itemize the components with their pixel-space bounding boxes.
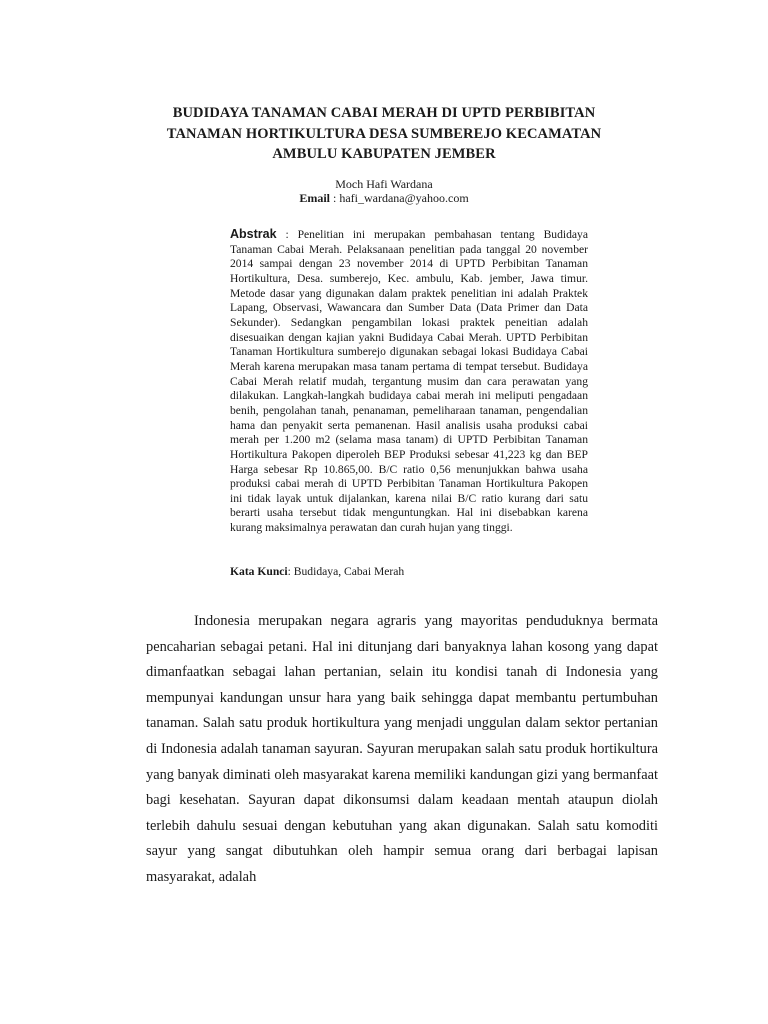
email-label: Email xyxy=(299,191,330,205)
keywords-value: : Budidaya, Cabai Merah xyxy=(287,565,405,578)
title-line-1: BUDIDAYA TANAMAN CABAI MERAH DI UPTD PERBIBITAN xyxy=(172,105,596,121)
title-line-3: AMBULU KABUPATEN JEMBER xyxy=(272,146,496,162)
author-name: Moch Hafi Wardana xyxy=(335,177,433,191)
keywords xyxy=(230,565,588,580)
title-line-2: TANAMAN HORTIKULTURA DESA SUMBEREJO KECAMATAN xyxy=(166,125,602,142)
body-paragraph-text: Indonesia merupakan negara agraris yang mayoritas penduduknya bermata pencaharian sebagai petani. Hal ini ditunjang dari banyaknya lahan kosong yang dapat dimanfaatkan sebagai lahan pertanian, selain itu kondisi tanah di Indonesia yang mempunyai kandungan unsur hara yang baik sehingga dapat membantu pertumbuhan tanaman. Salah satu produk hortikultura yang menjadi unggulan dalam sektor pertanian di Indonesia adalah tanaman sayuran. Sayuran merupakan salah satu produk hortikultura yang banyak diminati oleh masyarakat karena memiliki kandungan gizi yang bermanfaat bagi kesehatan. Sayuran dapat dikonsumsi dalam keadaan mentah ataupun diolah terlebih dahulu sesuai dengan kebutuhan yang akan digunakan. Salah satu komoditi sayur yang sangat dibutuhkan oleh hampir semua orang dari berbagai lapisan masyarakat, adalah xyxy=(146,613,658,885)
paper-title xyxy=(130,103,638,165)
email-value: : hafi_wardana@yahoo.com xyxy=(330,191,469,205)
keywords-label: Kata Kunci xyxy=(230,565,288,578)
abstract-text: : Penelitian ini merupakan pembahasan tentang Budidaya Tanaman Cabai Merah. Pelaksanaan penelitian pada tanggal 20 november 2014 sampai dengan 23 november 2014 di UPTD Perbibitan Tanaman Hortikultura, Desa. sumberejo, Kec. ambulu, Kab. jember, Jawa timur. Metode dasar yang digunakan dalam praktek penelitian ini adalah Praktek Lapang, Observasi, Wawancara dan Sumber Data (Data Primer dan Data Sekunder). Sedangkan pengambilan lokasi praktek peneitian adalah disesuaikan dengan kajian yakni Budidaya Cabai Merah. UPTD Perbibitan Tanaman Hortikultura sumberejo digunakan sebagai lokasi Budidaya Cabai Merah karena merupakan masa tanam pertama di tempat tersebut. Budidaya Cabai Merah relatif mudah, tergantung musim dan cara perawatan yang dilakukan. Langkah-langkah budidaya cabai merah ini meliputi pengadaan benih, pengolahan tanah, penanaman, pemeliharaan tanaman, pengendalian hama dan penyakit serta pemanenan. Hasil analisis usaha produksi cabai merah per 1.200 m2 (selama masa tanam) di UPTD Perbibitan Tanaman Hortikultura Pakopen diperoleh BEP Produksi sebesar 41,223 kg dan BEP Harga sebesar Rp 10.865,00. B/C ratio 0,56 menunjukkan bahwa usaha produksi cabai merah di UPTD Perbibitan Tanaman Hortikultura Pakopen ini tidak layak untuk dijalankan, karena nilai B/C ratio kurang dari satu berarti usaha tersebut tidak menguntungkan. Hal ini disebabkan karena kurang maksimalnya perawatan dan curah hujan yang tinggi. xyxy=(230,228,589,535)
author-email xyxy=(184,191,584,206)
body-paragraph xyxy=(146,609,658,891)
abstract xyxy=(230,227,588,536)
abstract-label: Abstrak xyxy=(230,227,277,241)
